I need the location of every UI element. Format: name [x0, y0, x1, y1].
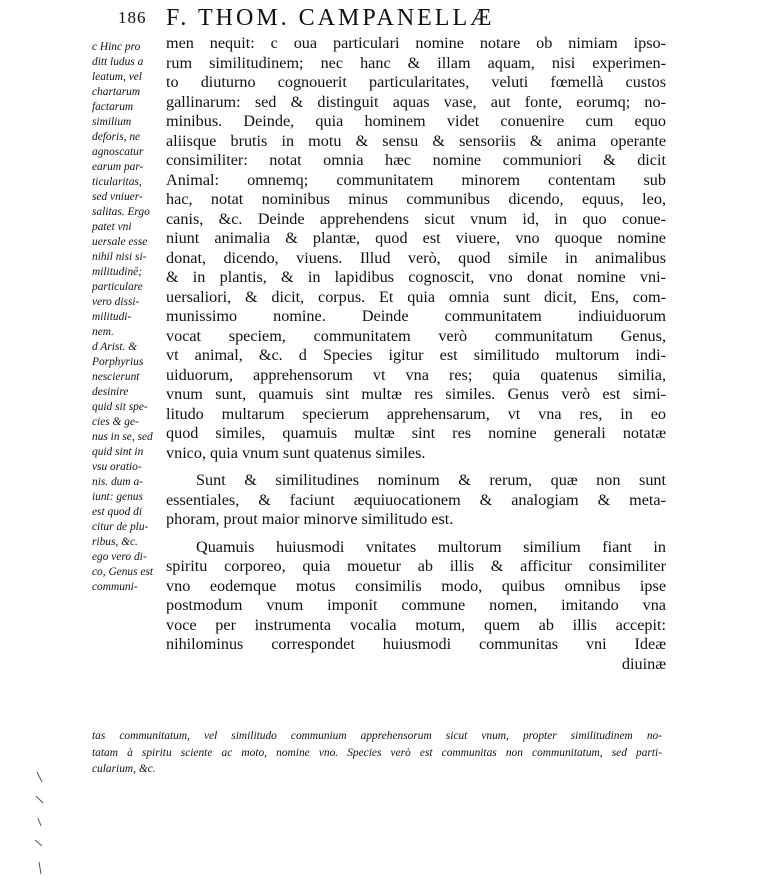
margin-note-line: sed vniuer-	[92, 191, 143, 203]
body-line: vt animal, &c. d Species igitur est similitudo multorum indi-	[166, 346, 666, 364]
footnote-line: tas communitatum, vel similitudo communium apprehensorum sicut vnum, propter similitudinem no-	[92, 730, 662, 742]
margin-note-line: salitas. Ergo	[92, 206, 150, 218]
body-line: niunt animalia & plantæ, quod est viuere, vno quoque nomine	[166, 229, 666, 247]
margin-note-line: Porphyrius	[92, 356, 144, 368]
margin-note-line: nihil nisi si-	[92, 251, 147, 263]
margin-note-line: uersale esse	[92, 236, 148, 248]
body-line: spiritu corporeo, quia mouetur ab illis & afficitur consimiliter	[166, 557, 666, 575]
margin-note-line: deforis, ne	[92, 131, 141, 143]
body-line: litudo multarum specierum apprehensarum, vt vna res, in eo	[166, 404, 666, 423]
marginal-notes	[92, 40, 168, 595]
body-line: uersaliori, & dicit, corpus. Et quia omnia sunt dicit, Ens, com-	[166, 287, 666, 306]
body-line: gallinarum: sed & distinguit aquas vase, aut fonte, eorumq; no-	[166, 92, 666, 111]
margin-note-line: ego vero di-	[92, 551, 147, 563]
page-header	[118, 3, 678, 33]
body-line: Quamuis huiusmodi vnitates multorum similium fiant in	[196, 537, 666, 556]
body-line: vnum sunt, quamuis sint multæ res similes. Genus verò est simi-	[166, 385, 666, 403]
margin-note-line: desinire	[92, 386, 129, 398]
margin-note-line: est quod di	[92, 506, 142, 518]
margin-note-line: quid sint in	[92, 446, 144, 458]
body-line: nihilominus correspondet huiusmodi communitas vni Ideæ	[166, 635, 666, 653]
body-line: postmodum vnum imponit commune nomen, imitando vna	[166, 596, 666, 614]
footnote-line: tatam à spiritu sciente ac moto, nomine vno. Species verò est communitas non communitatum, sed parti-	[92, 746, 662, 759]
footnote-line: cularium, &c.	[92, 763, 156, 775]
margin-note-line: agnoscatur	[92, 146, 144, 158]
body-line: Sunt & similitudines nominum & rerum, quæ non sunt	[196, 471, 666, 489]
body-line: hac, notat nominibus minus communibus dicendo, equus, leo,	[166, 190, 666, 208]
margin-note-line: communi-	[92, 581, 138, 593]
margin-note-line: nis. dum a-	[92, 476, 143, 488]
body-line: phoram, prout maior minorve similitudo est.	[166, 510, 454, 528]
margin-note-line: vero dissi-	[92, 296, 140, 308]
body-line: aliisque brutis in motu & sensu & sensoriis & anima operante	[166, 131, 666, 150]
margin-note-line: vsu oratio-	[92, 461, 142, 473]
footnote-text	[92, 728, 662, 778]
body-line: men nequit: c oua particulari nomine notare ob nimiam ipso-	[166, 34, 666, 52]
margin-note-line: nescierunt	[92, 371, 140, 383]
margin-note-line: iunt: genus	[92, 491, 143, 503]
margin-note-line: earum par-	[92, 161, 144, 173]
margin-note-line: ticularitas,	[92, 176, 142, 188]
body-line: munissimo nomine. Deinde communitatem indiuiduorum	[166, 307, 666, 325]
body-line: Animal: omnemq; communitatem minorem contentam sub	[166, 170, 666, 189]
body-line: vno eodemque motus consimilis modo, quibus omnibus ipse	[166, 576, 666, 595]
margin-note-line: c Hinc pro	[92, 41, 141, 53]
margin-note-line: factarum	[92, 101, 134, 113]
body-line: rum similitudinem; nec hanc & illam aquam, nisi experimen-	[166, 53, 666, 72]
body-text	[166, 34, 666, 674]
margin-note-line: quid sit spe-	[92, 401, 148, 413]
margin-note-line: patet vni	[92, 221, 132, 233]
body-line: vocat speciem, communitatem verò communitatum Genus,	[166, 326, 666, 345]
body-line: canis, &c. Deinde apprehendens sicut vnum id, in quo conue-	[166, 209, 666, 228]
margin-note-line: ribus, &c.	[92, 536, 138, 548]
margin-note-line: d Arist. &	[92, 341, 138, 353]
body-line: donat, dicendo, viuens. Illud verò, quod simile in animalibus	[166, 248, 666, 267]
page-edge-marks	[33, 770, 47, 880]
body-line: consimiliter: notat omnia hæc nomine communiori & dicit	[166, 151, 666, 169]
body-line: vnico, quia vnum sunt quatenus similes.	[166, 443, 426, 462]
margin-note-line: nus in se, sed	[92, 431, 153, 443]
body-line: voce per instrumenta vocalia motum, quem ab illis accepit:	[166, 615, 666, 634]
margin-note-line: nem.	[92, 326, 114, 338]
margin-note-line: particulare	[92, 281, 143, 293]
margin-note-line: co, Genus est	[92, 566, 154, 578]
page-number: 186	[118, 8, 147, 27]
catchword: diuinæ	[621, 654, 666, 673]
body-line: & in plantis, & in lapidibus cognoscit, vno donat nomine vni-	[166, 268, 666, 286]
margin-note-line: militudinē;	[92, 266, 142, 278]
body-line: to diuturno cognouerit particularitates, veluti fœmellà custos	[166, 73, 666, 91]
margin-note-line: leatum, vel	[92, 71, 142, 83]
margin-note-line: ditt ludus a	[92, 56, 144, 68]
margin-note-line: citur de plu-	[92, 521, 149, 533]
margin-note-line: similium	[92, 116, 132, 128]
margin-note-line: militudi-	[92, 311, 132, 323]
margin-note-line: cies & ge-	[92, 416, 139, 428]
body-line: quod similes, quamuis multæ sint res nomine generali notatæ	[166, 424, 666, 442]
body-line: uiduorum, apprehensorum vt vna res; quia quatenus similia,	[166, 365, 666, 384]
body-line: essentiales, & faciunt æquiuocationem & analogiam & meta-	[166, 490, 666, 509]
body-line: minibus. Deinde, quia hominem videt conuenire cum equo	[166, 112, 666, 130]
running-title: F. THOM. CAMPANELLÆ	[166, 5, 495, 31]
margin-note-line: chartarum	[92, 86, 141, 98]
